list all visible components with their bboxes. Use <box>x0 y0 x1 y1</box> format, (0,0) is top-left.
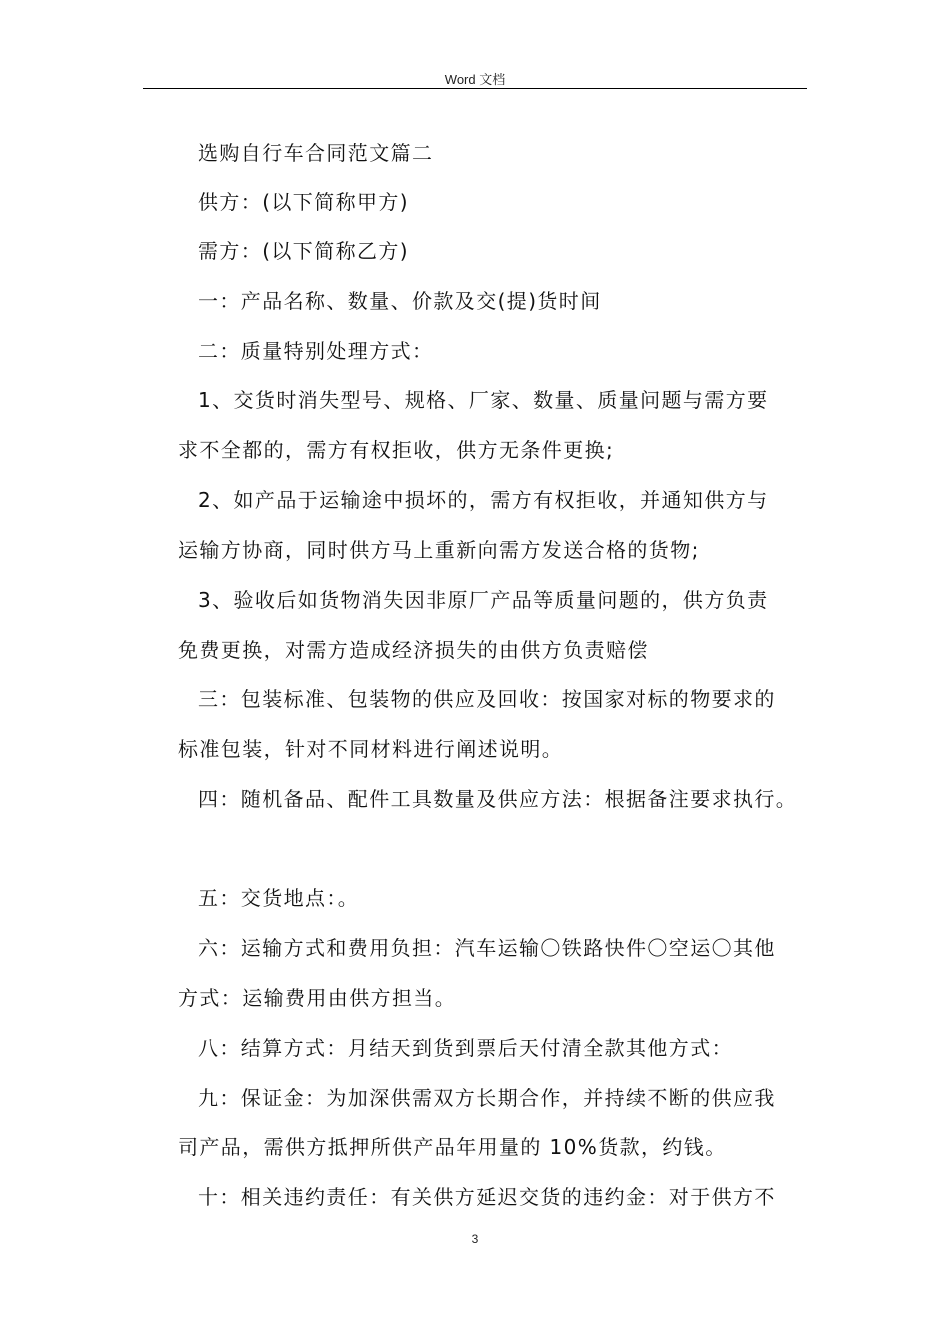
paragraph-line: 一：产品名称、数量、价款及交(提)货时间 <box>198 289 602 313</box>
document-title: 选购自行车合同范文篇二 <box>198 141 434 165</box>
header-divider <box>143 88 807 89</box>
paragraph-line: 需方：(以下简称乙方) <box>198 239 410 263</box>
paragraph-line: 1、交货时消失型号、规格、厂家、数量、质量问题与需方要 <box>198 388 769 412</box>
paragraph-line: 方式：运输费用由供方担当。 <box>178 986 457 1010</box>
paragraph-line: 标准包装，针对不同材料进行阐述说明。 <box>178 737 564 761</box>
paragraph-line: 九：保证金：为加深供需双方长期合作，并持续不断的供应我 <box>198 1086 776 1110</box>
paragraph-line: 二：质量特别处理方式： <box>198 339 434 363</box>
paragraph-line: 免费更换，对需方造成经济损失的由供方负责赔偿 <box>178 638 649 662</box>
paragraph-line: 四：随机备品、配件工具数量及供应方法：根据备注要求执行。 <box>198 787 798 811</box>
paragraph-line: 2、如产品于运输途中损坏的，需方有权拒收，并通知供方与 <box>198 488 769 512</box>
paragraph-line: 六：运输方式和费用负担：汽车运输〇铁路快件〇空运〇其他 <box>198 936 776 960</box>
paragraph-line: 十：相关违约责任：有关供方延迟交货的违约金：对于供方不 <box>198 1185 776 1209</box>
page-header: Word 文档 <box>444 72 506 87</box>
paragraph-line: 供方：(以下简称甲方) <box>198 190 410 214</box>
paragraph-line: 3、验收后如货物消失因非原厂产品等质量问题的，供方负责 <box>198 588 769 612</box>
paragraph-line: 八：结算方式：月结天到货到票后天付清全款其他方式： <box>198 1036 733 1060</box>
paragraph-line: 运输方协商，同时供方马上重新向需方发送合格的货物; <box>178 538 700 562</box>
paragraph-line: 三：包装标准、包装物的供应及回收：按国家对标的物要求的 <box>198 687 776 711</box>
page-number: 3 <box>471 1232 479 1246</box>
paragraph-line: 求不全都的，需方有权拒收，供方无条件更换; <box>178 438 615 462</box>
paragraph-line: 五：交货地点：。 <box>198 886 360 910</box>
paragraph-line: 司产品，需供方抵押所供产品年用量的 10%货款，约钱。 <box>178 1135 727 1159</box>
